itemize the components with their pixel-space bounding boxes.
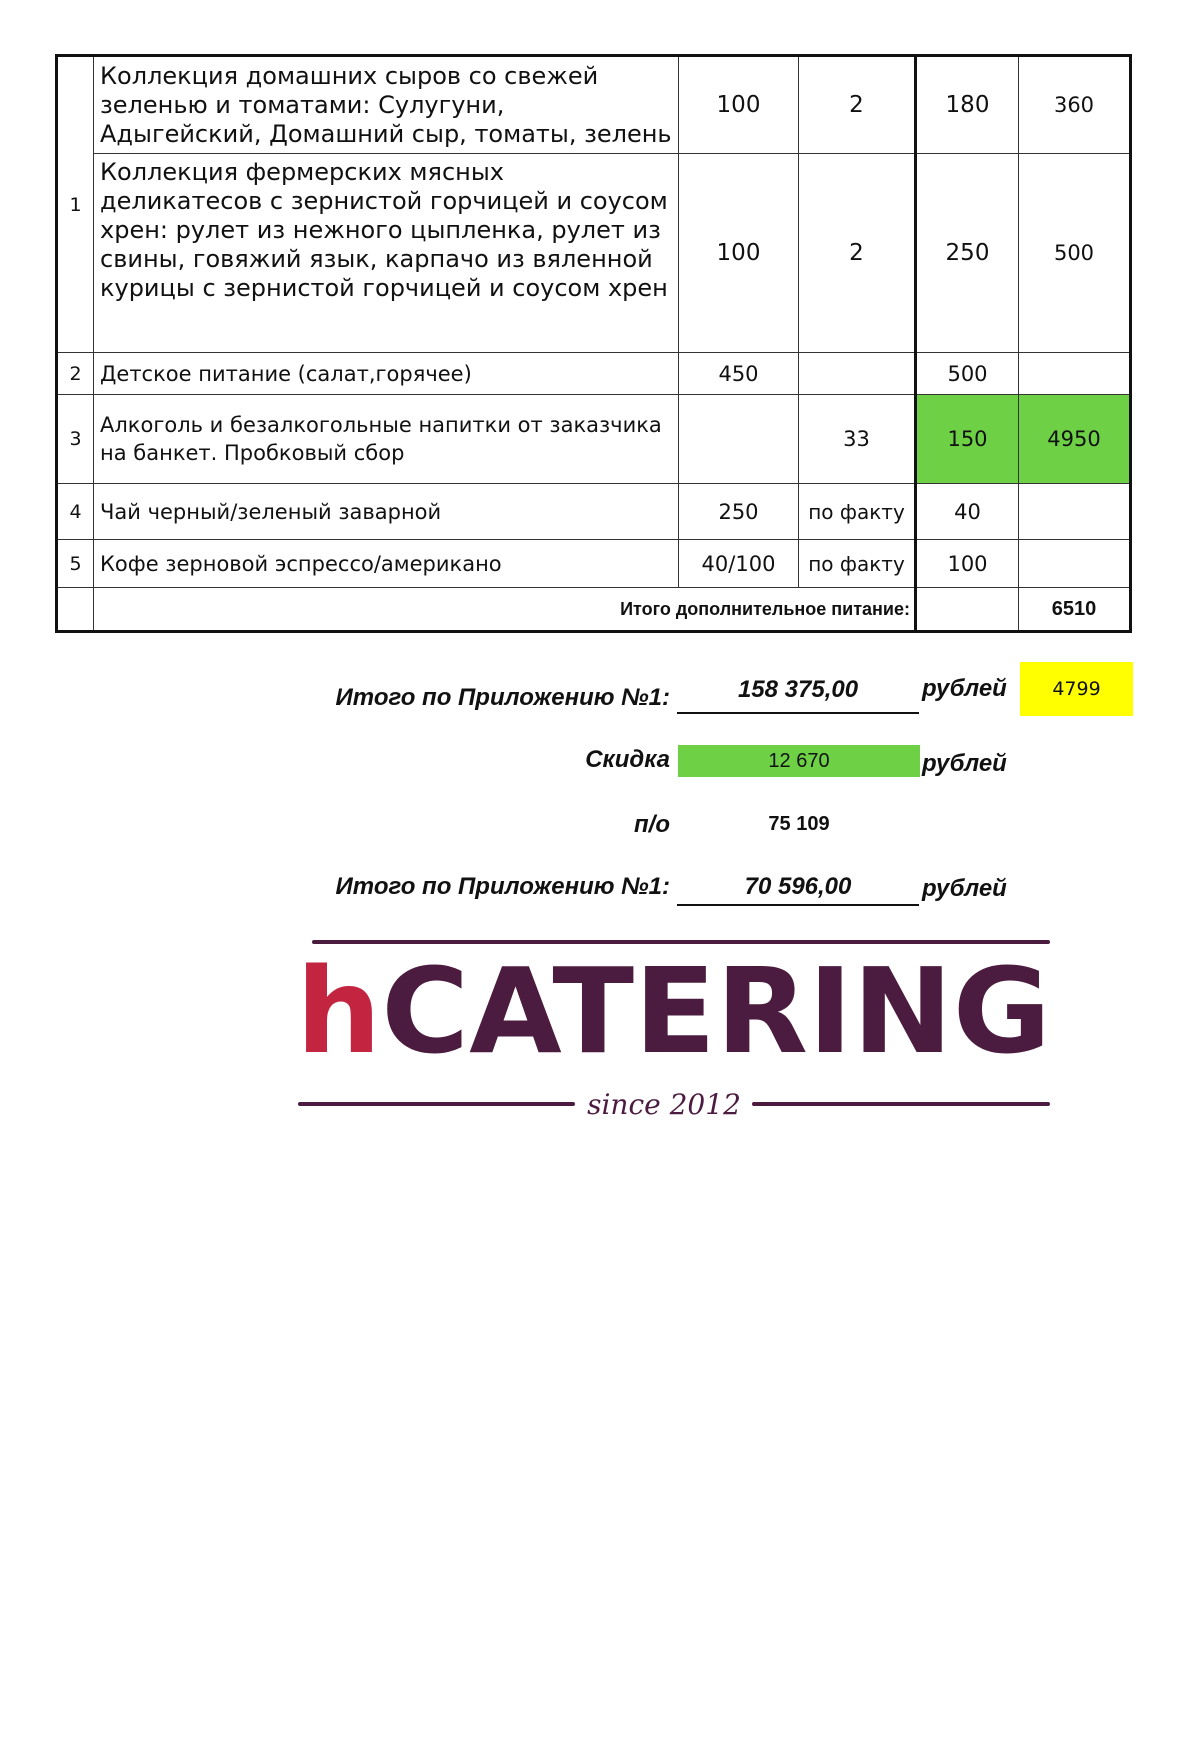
empty-cell <box>916 588 1019 632</box>
item-price: 100 <box>916 540 1019 588</box>
item-price: 500 <box>916 353 1019 395</box>
po-label: п/о <box>634 811 670 838</box>
item-qty: 2 <box>799 56 916 154</box>
total-appendix-value: 158 375,00 <box>677 672 919 714</box>
item-sum: 4950 <box>1019 395 1131 484</box>
item-qty: по факту <box>799 540 916 588</box>
item-sum: 500 <box>1019 154 1131 353</box>
total-value: 6510 <box>1019 588 1131 632</box>
discount-unit: рублей <box>922 750 1007 777</box>
row-number: 2 <box>57 353 94 395</box>
item-qty: 33 <box>799 395 916 484</box>
total-appendix-final-label: Итого по Приложению №1: <box>335 873 670 900</box>
empty-cell <box>57 588 94 632</box>
total-appendix-final-value: 70 596,00 <box>677 870 919 906</box>
svg-text:hCATERING <box>296 942 1051 1080</box>
item-sum: 360 <box>1019 56 1131 154</box>
table-row <box>57 56 1131 154</box>
table-row <box>57 395 1131 484</box>
menu-table <box>55 54 1132 633</box>
table-row <box>57 154 1131 353</box>
hcatering-logo <box>296 935 1062 1125</box>
discount-value: 12 670 <box>678 745 920 777</box>
logo-h-letter: h <box>296 942 381 1080</box>
total-appendix-unit: рублей <box>922 675 1007 702</box>
item-qty: по факту <box>799 484 916 540</box>
item-weight: 250 <box>679 484 799 540</box>
item-price: 150 <box>916 395 1019 484</box>
table-row <box>57 540 1131 588</box>
total-appendix-note: 4799 <box>1020 662 1133 716</box>
item-name: Кофе зерновой эспрессо/американо <box>94 540 679 588</box>
item-sum <box>1019 484 1131 540</box>
logo-catering-letters: CATERING <box>381 942 1042 1080</box>
total-appendix-final-unit: рублей <box>922 875 1007 902</box>
item-name: Коллекция домашних сыров со свежей зеленью и томатами: Сулугуни, Адыгейский, Домашний сыр, томаты, зелень <box>94 56 679 154</box>
table-row <box>57 353 1131 395</box>
item-price: 40 <box>916 484 1019 540</box>
item-weight: 100 <box>679 154 799 353</box>
item-weight <box>679 395 799 484</box>
item-sum <box>1019 353 1131 395</box>
item-qty: 2 <box>799 154 916 353</box>
total-label: Итого дополнительное питание: <box>94 588 916 632</box>
item-qty <box>799 353 916 395</box>
item-weight: 40/100 <box>679 540 799 588</box>
row-number: 1 <box>57 56 94 353</box>
row-number: 4 <box>57 484 94 540</box>
item-name: Алкоголь и безалкогольные напитки от заказчика на банкет. Пробковый сбор <box>94 395 679 484</box>
item-name: Детское питание (салат,горячее) <box>94 353 679 395</box>
row-number: 5 <box>57 540 94 588</box>
total-appendix-label: Итого по Приложению №1: <box>335 684 670 711</box>
table-row <box>57 484 1131 540</box>
logo-tagline: since 2012 <box>587 1088 741 1121</box>
item-name: Чай черный/зеленый заварной <box>94 484 679 540</box>
item-name: Коллекция фермерских мясных деликатесов с зернистой горчицей и соусом хрен: рулет из нежного цыпленка, рулет из свины, говяжий язык, карпачо из вяленной курицы с зернистой горчицей и соусом хрен <box>94 154 679 353</box>
po-value: 75 109 <box>768 813 830 835</box>
discount-label: Скидка <box>585 746 670 773</box>
item-sum <box>1019 540 1131 588</box>
item-price: 250 <box>916 154 1019 353</box>
row-number: 3 <box>57 395 94 484</box>
item-price: 180 <box>916 56 1019 154</box>
item-weight: 450 <box>679 353 799 395</box>
item-weight: 100 <box>679 56 799 154</box>
table-total-row <box>57 588 1131 632</box>
